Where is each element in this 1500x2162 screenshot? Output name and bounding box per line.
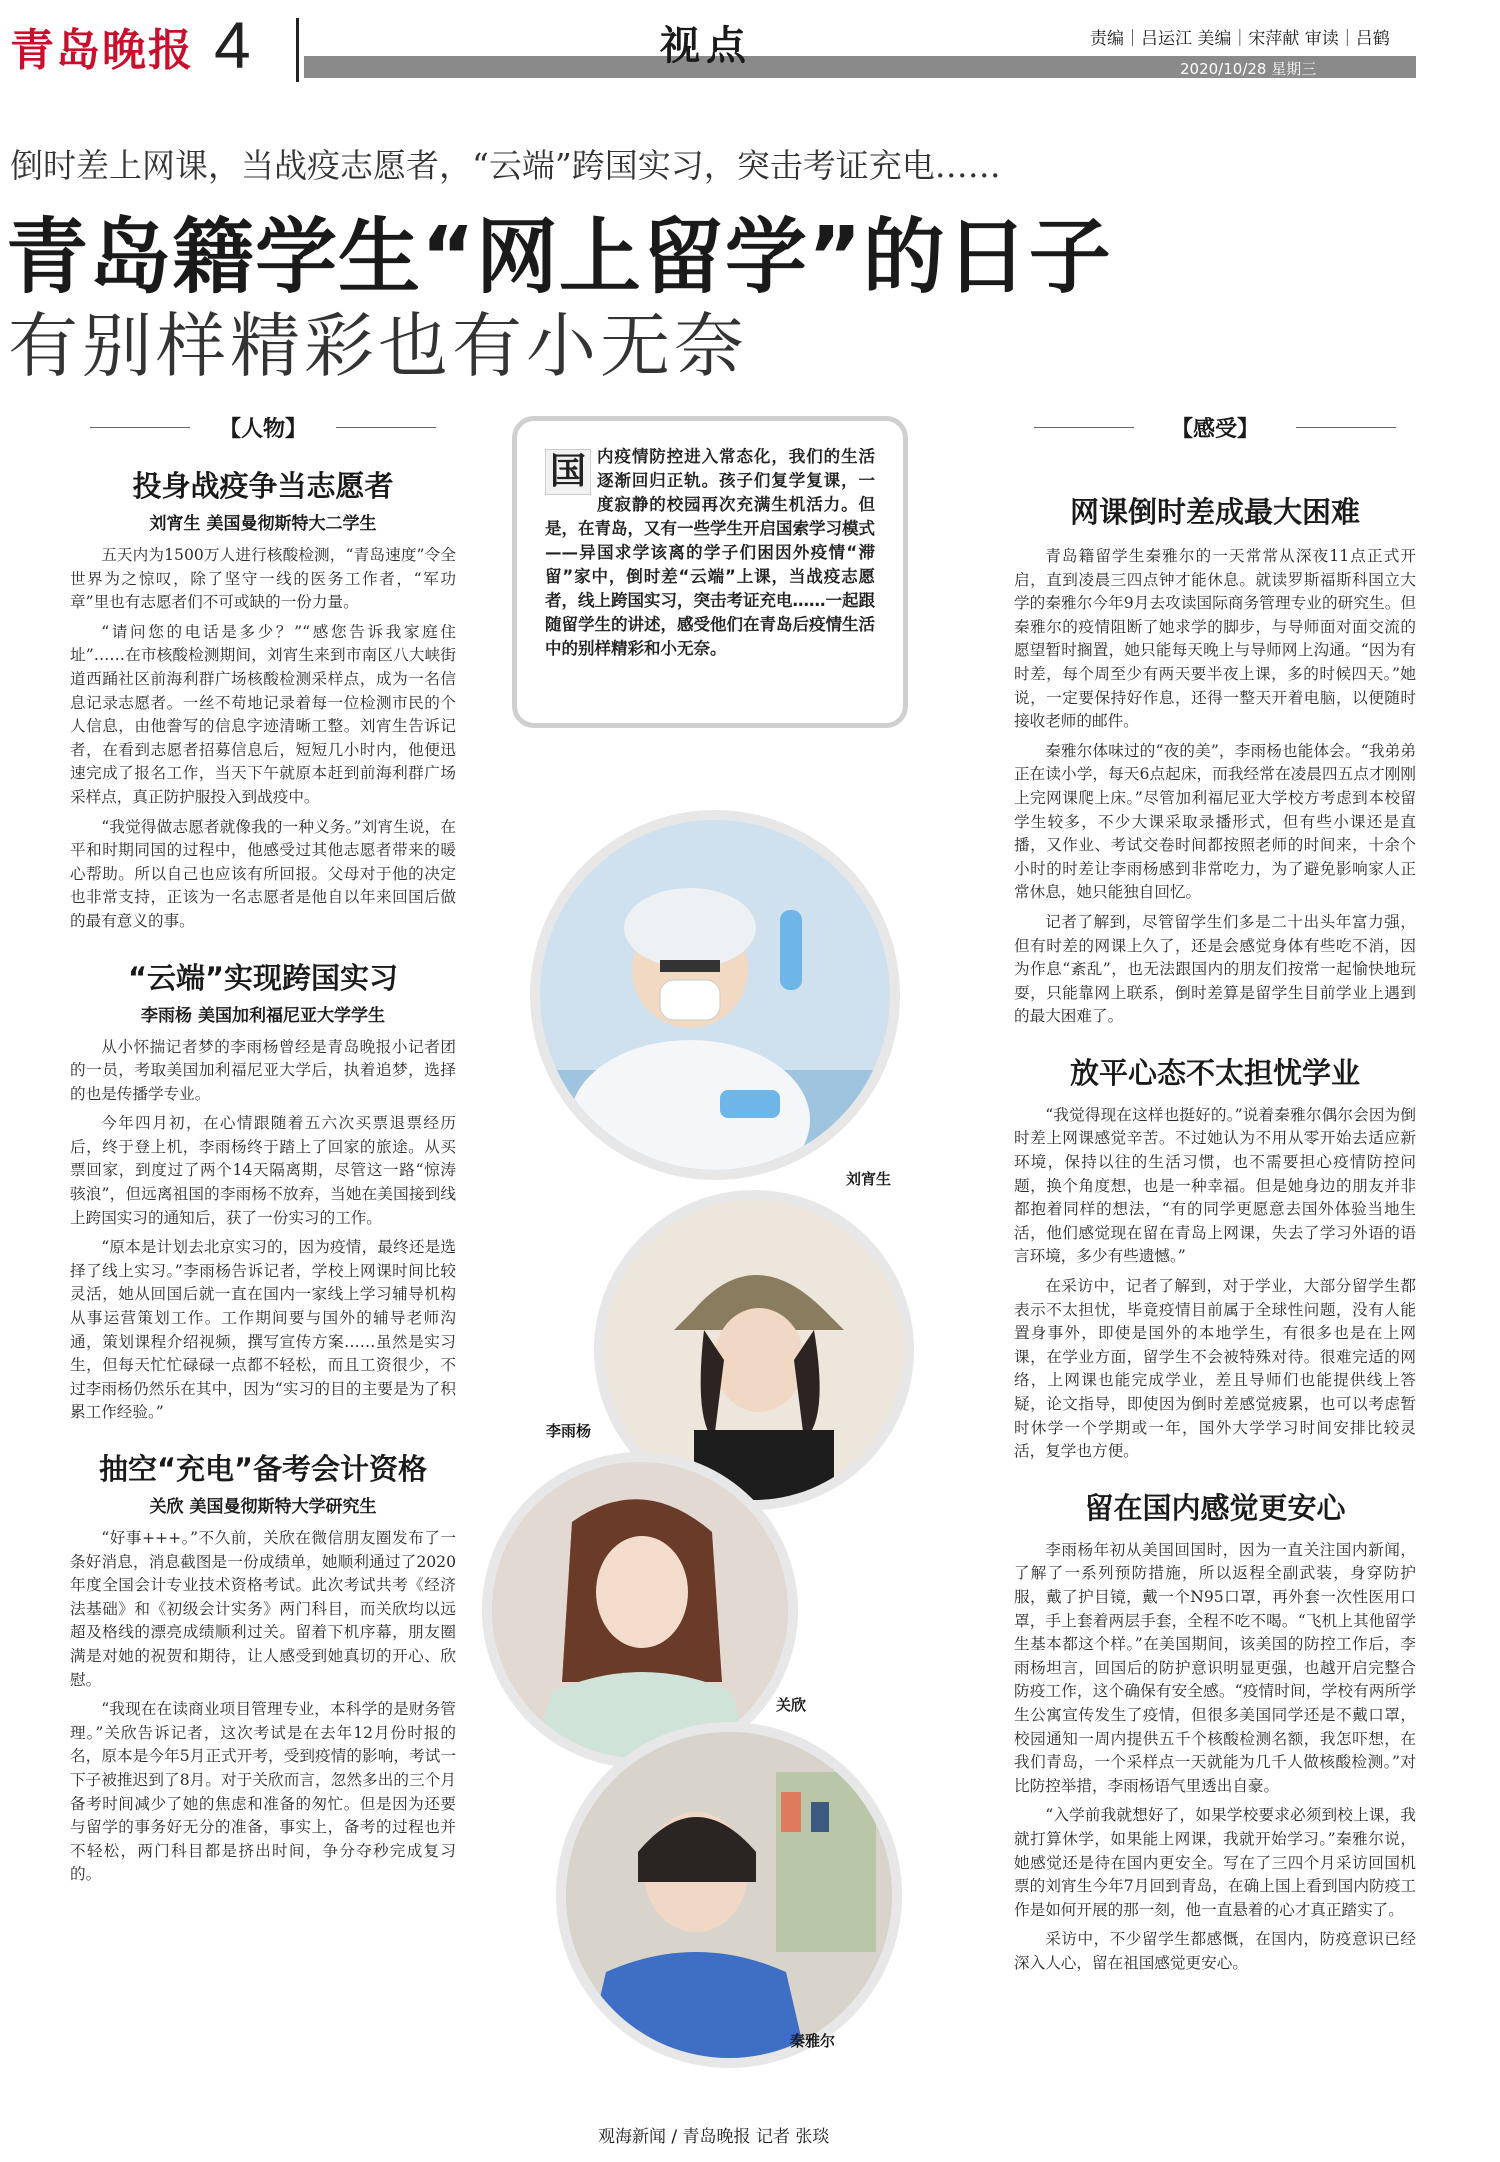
photo-qin-yaer xyxy=(566,1732,892,2058)
section-body xyxy=(70,544,456,934)
section-heading: 抽空“充电”备考会计资格 xyxy=(98,1452,428,1486)
editors-line: 责编｜吕运江 美编｜宋萍献 审读｜吕鹤 xyxy=(1090,29,1390,49)
section-byline: 李雨杨 美国加利福尼亚大学学生 xyxy=(141,1005,385,1026)
intro-text-wrap xyxy=(545,445,875,661)
section-byline: 刘宵生 美国曼彻斯特大二学生 xyxy=(149,514,377,534)
paragraph: 秦雅尔体味过的“夜的美”，李雨杨也能体会。“我弟弟正在读小学，每天6点起床，而我经常在凌晨四五点才刚刚上完网课爬上床。”尽管加利福尼亚大学校方考虑到本校留学生较多，不少大课采取录播形式，但有些小课还是直播，又作业、考试交卷时间都按照老师的时间来，十余个小时的时差让李雨杨感到非常吃力，为了避免影响家人正常休息，她只能独自回忆。 xyxy=(1014,741,1416,902)
paragraph: “原本是计划去北京实习的，因为疫情，最终还是选择了线上实习。”李雨杨告诉记者，学校上网课时间比较灵活，她从回国后就一直在国内一家线上学习辅导机构从事运营策划工作。工作期间要与国外的辅导老师沟通，策划课程介绍视频，撰写宣传方案……虽然是实习生，但每天忙忙碌碌一点都不轻松，而且工资很少，不过李雨杨仍然乐在其中，因为“实习的目的主要是为了积累工作经验。” xyxy=(70,1238,456,1422)
intro-box xyxy=(512,416,908,728)
paragraph: 今年四月初，在心情跟随着五六次买票退票经历后，终于登上机，李雨杨终于踏上了回家的旅途。从买票回家，到度过了两个14天隔离期，尽管这一路“惊涛骇浪”，但远离祖国的李雨杨不放弃，当她在美国接到线上跨国实习的通知后，获了一份实习的工作。 xyxy=(70,1114,456,1227)
right-column xyxy=(1014,412,1416,1981)
section-byline: 关欣 美国曼彻斯特大学研究生 xyxy=(149,1497,377,1517)
paragraph: “我现在在读商业项目管理专业，本科学的是财务管理。”关欣告诉记者，这次考试是在去年12月份时报的名，原本是今年5月正式开考，受到疫情的影响，考试一下子被推迟到了8月。对于关欣而言，忽然多出的三个月备考时间减少了她的焦虑和准备的匆忙。但是因为还要与留学的事务好无分的准备，事实上，备考的过程也并不轻松，两门科目都是挤出时间，争分夺秒完成复习的。 xyxy=(70,1700,456,1884)
paragraph: 采访中，不少留学生都感慨，在国内，防疫意识已经深入人心，留在祖国感觉更安心。 xyxy=(1014,1930,1416,1972)
paragraph: “我觉得做志愿者就像我的一种义务。”刘宵生说，在平和时期同国的过程中，他感受过其他志愿者带来的暖心帮助。所以自己也应该有所回报。父母对于他的决定也非常支持，正该为一名志愿者是他自以年来回国后做的最有意义的事。 xyxy=(70,817,456,930)
page-number: 4 xyxy=(214,8,251,82)
paragraph: 在采访中，记者了解到，对于学业，大部分留学生都表示不太担忧，毕竟疫情目前属于全球性问题，没有人能置身事外，即使是国外的本地学生，有很多也是在上网课，在学业方面，留学生不会被特殊对待。很难完适的网络，上网课也能完成学业，差且导师们也能提供线上答疑，论文指导，即使因为倒时差感觉疲累，也可以考虑暂时休学一个学期或一年，国外大学学习时间安排比较灵活，复学也方便。 xyxy=(1014,1277,1416,1461)
paragraph: 从小怀揣记者梦的李雨杨曾经是青岛晚报小记者团的一员，考取美国加利福尼亚大学后，执着追梦，选择的也是传播学专业。 xyxy=(70,1037,456,1103)
article-headline: 青岛籍学生“网上留学”的日子 xyxy=(6,210,1112,305)
newspaper-logo: 青岛晚报 xyxy=(10,25,194,76)
portrait-illustration xyxy=(604,1200,904,1500)
intro-dropcap: 国 xyxy=(545,449,591,495)
section-body xyxy=(1014,545,1416,1029)
photo-caption: 秦雅尔 xyxy=(790,2032,836,2050)
issue-date: 2020/10/28 星期三 xyxy=(1180,60,1317,78)
section-heading: 投身战疫争当志愿者 xyxy=(132,469,394,503)
photo-caption: 李雨杨 xyxy=(546,1422,592,1440)
section-body xyxy=(70,1036,456,1426)
section-title: 视点 xyxy=(660,23,752,69)
section-body xyxy=(70,1527,456,1887)
photo-li-yuyang xyxy=(604,1200,904,1500)
section-body xyxy=(1014,1104,1416,1464)
paragraph: 记者了解到，尽管留学生们多是二十出头年富力强，但有时差的网课上久了，还是会感觉身体有些吃不消，因为作息“紊乱”，也无法跟国内的朋友们按常一起愉快地玩耍，只能靠网上联系，倒时差算是留学生目前学业上遇到的最大困难了。 xyxy=(1014,912,1416,1026)
section-body xyxy=(1014,1539,1416,1976)
volunteer-illustration xyxy=(540,820,890,1170)
intro-text: 内疫情防控进入常态化，我们的生活逐渐回归正轨。孩子们复学复课，一度寂静的校园再次充满生机活力。但是，在青岛，又有一些学生开启国索学习模式——异国求学该离的学子们困因外疫情“滞留”家中，倒时差“云端”上课，当战疫志愿者，线上跨国实习，突击考证充电……一起跟随留学生的讲述，感受他们在青岛后疫情生活中的别样精彩和小无奈。 xyxy=(545,447,875,658)
article-kicker: 倒时差上网课，当战疫志愿者，“云端”跨国实习，突击考证充电…… xyxy=(10,146,1001,185)
section-heading: 留在国内感觉更安心 xyxy=(1084,1490,1346,1525)
photo-caption: 关欣 xyxy=(776,1696,807,1714)
section-heading: 网课倒时差成最大困难 xyxy=(1069,495,1360,529)
section-heading: 放平心态不太担忧学业 xyxy=(1069,1055,1360,1090)
paragraph: 五天内为1500万人进行核酸检测，“青岛速度”令全世界为之惊叹，除了坚守一线的医务工作者，“军功章”里也有志愿者们不可或缺的一份力量。 xyxy=(70,546,456,612)
paragraph: 李雨杨年初从美国回国时，因为一直关注国内新闻，了解了一系列预防措施，所以返程全副武装，身穿防护服，戴了护目镜，戴一个N95口罩，再外套一次性医用口罩，手上套着两层手套，全程不吃不喝。“飞机上其他留学生基本都这个样。”在美国期间，该美国的防控工作后，李雨杨坦言，回国后的防护意识明显更强，也越开启完整合防疫工作，这个确保有安全感。“疫情时间，学校有两所学生公寓宣传发生了疫情，但很多美国同学还是不戴口罩，校园通知一周内提供五千个核酸检测名额，我怎吓想，在我们青岛，一个采样点一天就能为几千人做核酸检测。”对比防控举措，李雨杨语气里透出自豪。 xyxy=(1014,1540,1416,1795)
portrait-illustration xyxy=(566,1732,892,2058)
paragraph: “好事+++。”不久前，关欣在微信朋友圈发布了一条好消息，消息截图是一份成绩单，她顺利通过了2020年度全国会计专业技术资格考试。此次考试共考《经济法基础》和《初级会计实务》两门科目，而关欣均以远超及格线的漂亮成绩顺利过关。留着下机序幕，朋友圈满是对她的祝贺和期待，让人感受到她真切的开心、欣慰。 xyxy=(70,1529,456,1689)
photo-volunteer xyxy=(540,820,890,1170)
photo-guan-xin xyxy=(492,1462,788,1758)
article-subhead: 有别样精彩也有小无奈 xyxy=(8,305,748,387)
paragraph: “请问您的电话是多少？”“感您告诉我家庭住址”……在市核酸检测期间，刘宵生来到市南区八大峡街道西踊社区前海利群广场核酸检测采样点，成为一名信息记录志愿者。一丝不苟地记录着每一位检测市民的个人信息，由他誊写的信息字迹清晰工整。刘宵生告诉记者，在看到志愿者招募信息后，短短几小时内，他便迅速完成了报名工作，当天下午就原本赶到前海利群广场采样点，真正防护服投入到战疫中。 xyxy=(70,622,456,806)
section-tag-feelings: 【感受】 xyxy=(1014,412,1416,442)
section-heading: “云端”实现跨国实习 xyxy=(127,960,399,995)
left-column xyxy=(70,412,456,1893)
paragraph: 青岛籍留学生秦雅尔的一天常常从深夜11点正式开启，直到凌晨三四点钟才能休息。就读罗斯福斯科国立大学的秦雅尔今年9月去攻读国际商务管理专业的研究生。但秦雅尔的疫情阻断了她求学的脚步，与导师面对面交流的愿望暂时搁置，她只能每天晚上与导师网上沟通。“因为有时差，每个周至少有两天要半夜上课，多的时候四天。”她说，一定要保持好作息，还得一整天开着电脑，以便随时接收老师的邮件。 xyxy=(1014,547,1416,731)
portrait-illustration xyxy=(492,1462,788,1758)
photo-caption: 刘宵生 xyxy=(846,1170,892,1188)
article-credit: 观海新闻 / 青岛晚报 记者 张琰 xyxy=(598,2127,830,2147)
paragraph: “我觉得现在这样也挺好的。”说着秦雅尔偶尔会因为倒时差上网课感觉辛苦。不过她认为不用从零开始去适应新环境，保持以往的生活习惯，也不需要担心疫情防控问题，换个角度想，也是一种幸福。但是她身边的朋友并非都抱着同样的想法，“有的同学更愿意去国外体验当地生活，他们感觉现在留在青岛上网课，失去了学习外语的语言环境，多少有些遗憾。” xyxy=(1014,1105,1416,1266)
paragraph: “入学前我就想好了，如果学校要求必须到校上课，我就打算休学，如果能上网课，我就开始学习。”秦雅尔说，她感觉还是待在国内更安全。写在了三四个月采访回国机票的刘宵生今年7月回到青岛，在确上国上看到国内防疫工作是如何开展的那一刻，他一直悬着的心才真正踏实了。 xyxy=(1014,1806,1416,1919)
masthead-divider xyxy=(296,18,299,82)
section-tag-people: 【人物】 xyxy=(70,412,456,442)
